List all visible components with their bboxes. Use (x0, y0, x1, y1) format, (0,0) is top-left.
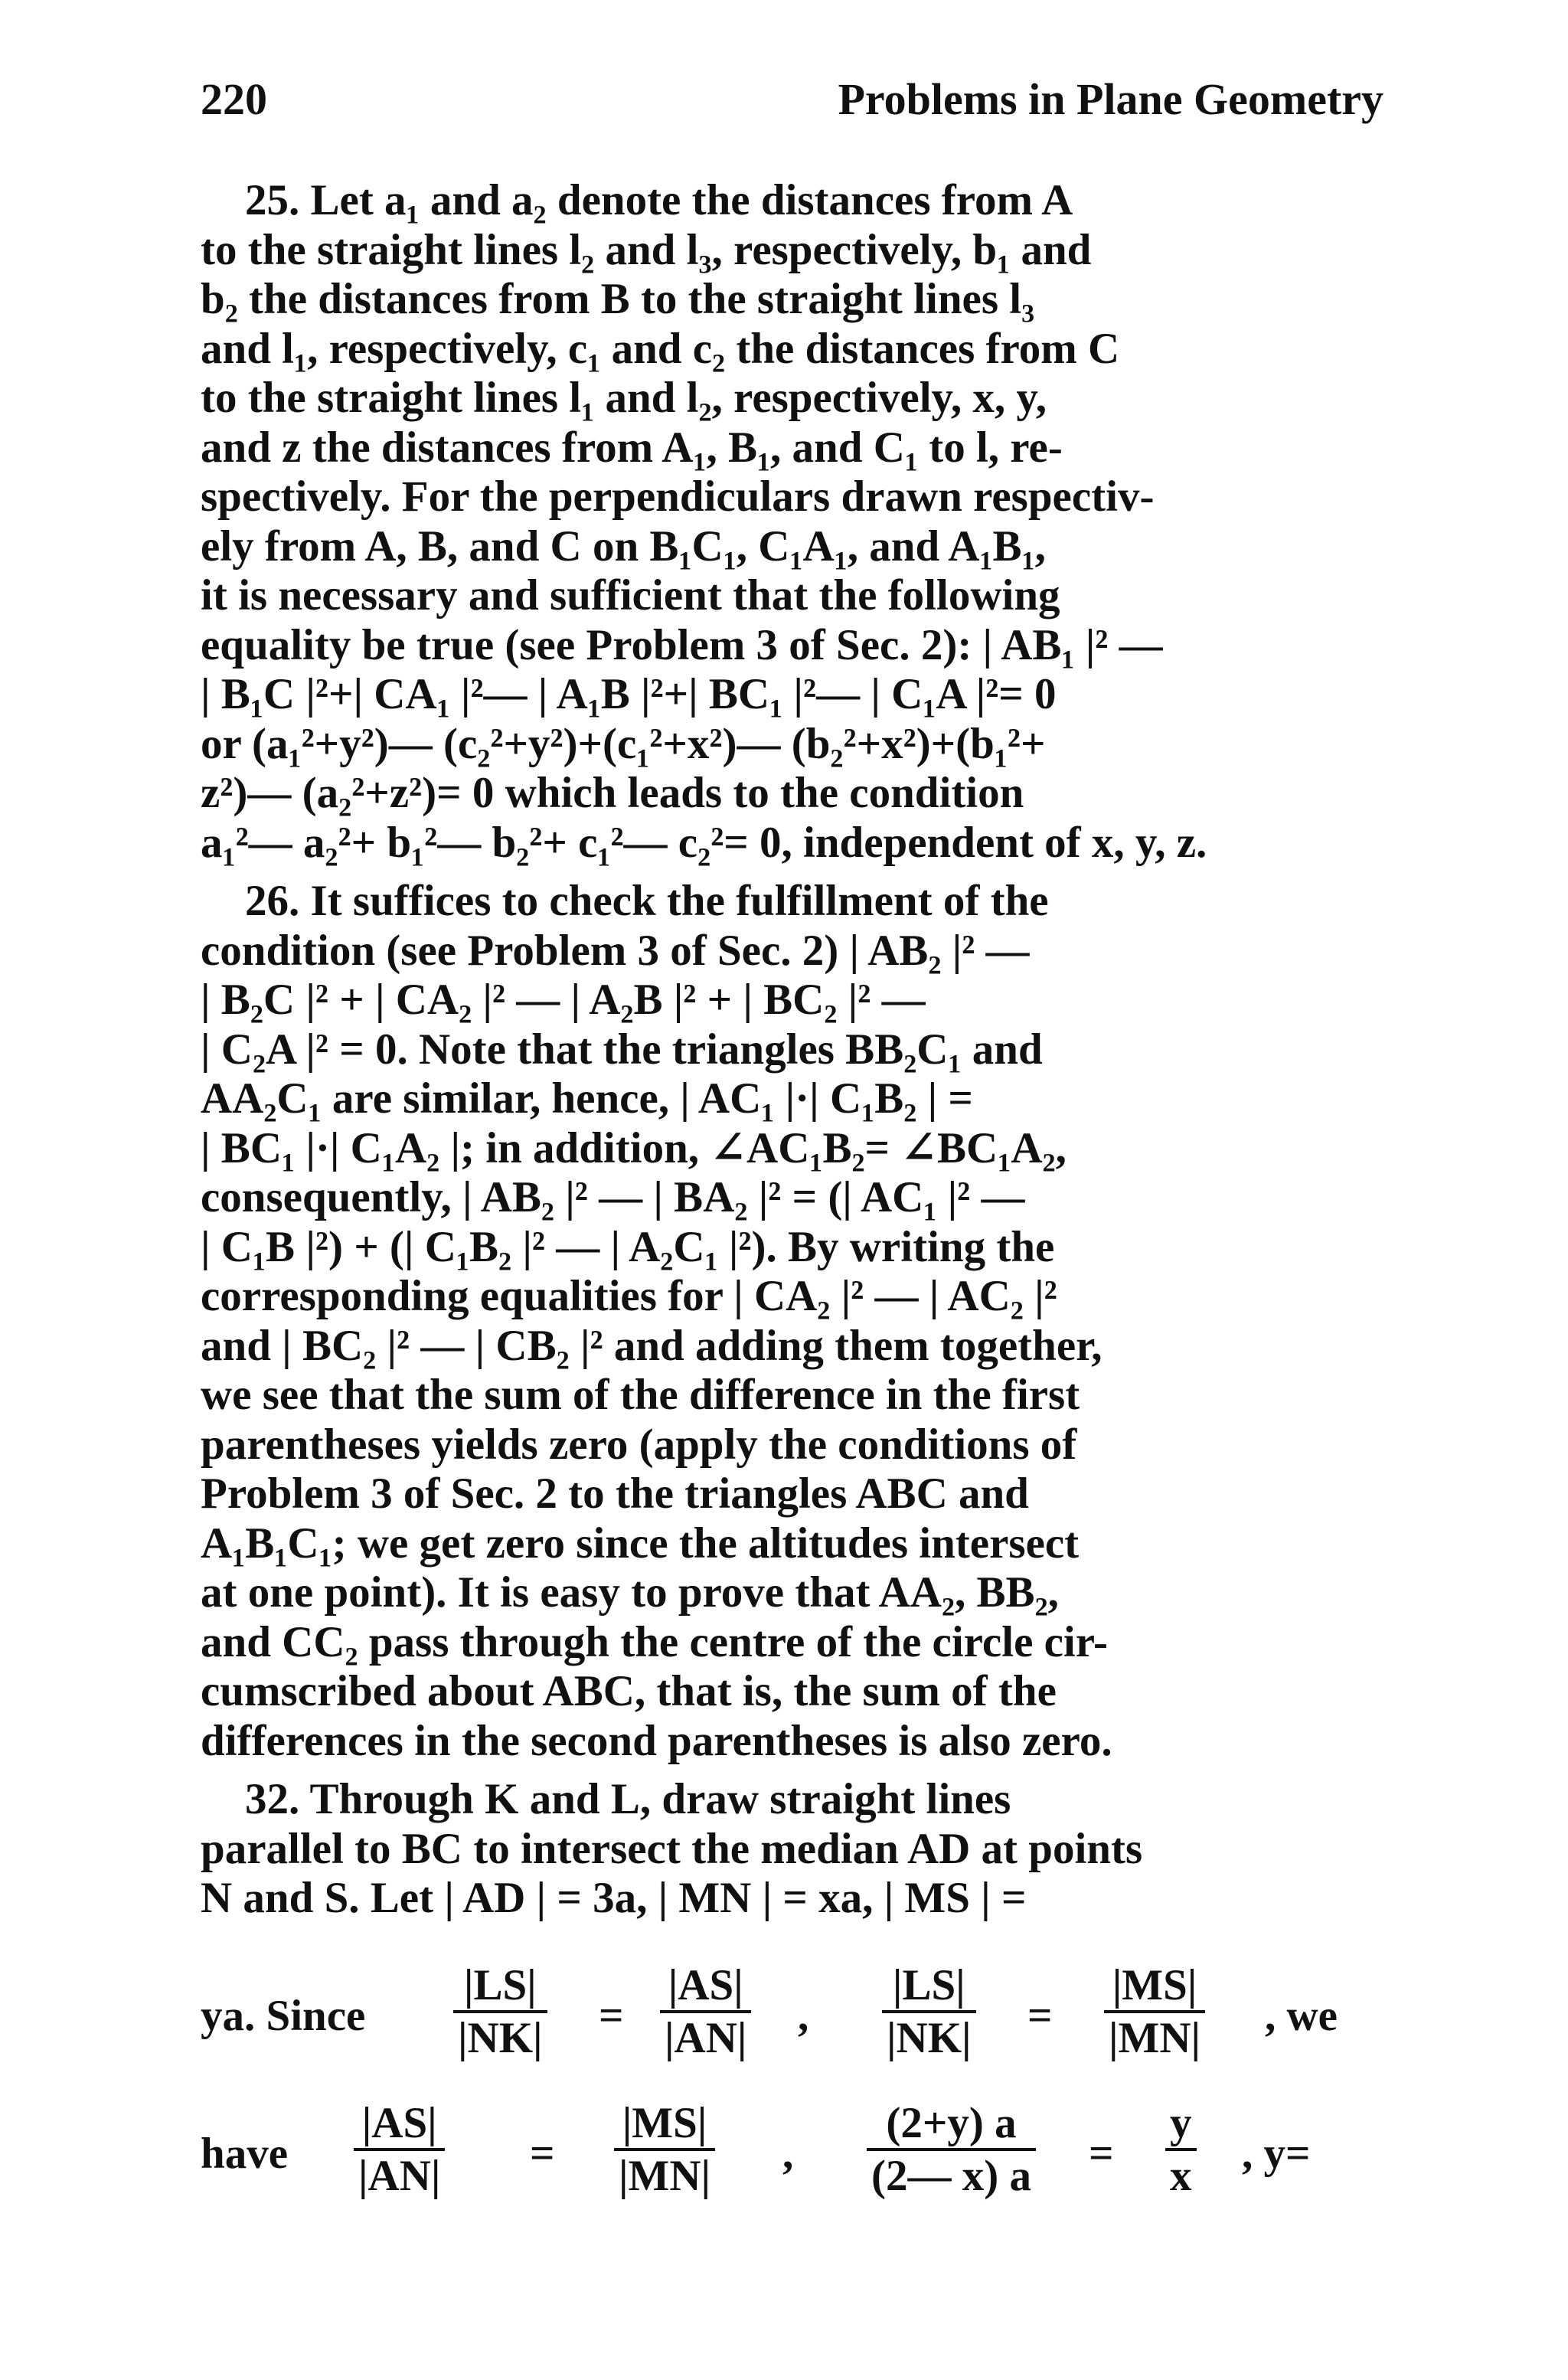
text-line: consequently, | AB₂ |² — | BA₂ |² = (| AC₁ |² — (201, 1173, 1025, 1221)
fraction-numerator: (2+y) a (867, 2098, 1036, 2151)
fraction (1104, 1960, 1205, 2063)
formula-tail-text: , y= (1242, 2130, 1311, 2178)
text-line: N and S. Let | AD | = 3a, | MN | = xa, | MS | = (201, 1874, 1027, 1922)
text-line: | B₁C |²+| CA₁ |²— | A₁B |²+| BC₁ |²— | C₁A |²= 0 (201, 670, 1057, 718)
text-line: | C₁B |²) + (| C₁B₂ |² — | A₂C₁ |²). By writing the (201, 1222, 1055, 1271)
formula-lead-text: ya. Since (201, 1992, 366, 2040)
text-line: ely from A, B, and C on B₁C₁, C₁A₁, and A₁B₁, (201, 521, 1046, 570)
text-line: b₂ the distances from B to the straight lines l₃ (201, 275, 1035, 323)
fraction-numerator: |LS| (453, 1960, 547, 2013)
fraction-equation-since (201, 1960, 1383, 2060)
text-line: | C₂A |² = 0. Note that the triangles BB₂C₁ and (201, 1025, 1043, 1074)
text-line: 32. Through K and L, draw straight lines (245, 1775, 1011, 1823)
text-line: A₁B₁C₁; we get zero since the altitudes intersect (201, 1519, 1080, 1568)
running-title: Problems in Plane Geometry (838, 74, 1383, 124)
fraction-numerator: |MS| (614, 2098, 715, 2151)
fraction-numerator: y (1165, 2098, 1197, 2151)
equals-sign: = (530, 2130, 555, 2178)
fraction (660, 1960, 751, 2063)
text-line: corresponding equalities for | CA₂ |² — | AC₂ |² (201, 1272, 1057, 1320)
page-number: 220 (201, 74, 267, 124)
fraction-denominator: x (1170, 2152, 1192, 2200)
fraction-denominator: |AN| (358, 2152, 441, 2200)
fraction-equation-have (201, 2098, 1383, 2198)
text-line: or (a₁²+y²)— (c₂²+y²)+(c₁²+x²)— (b₂²+x²)+(b₁²+ (201, 719, 1046, 768)
fraction-denominator: |NK| (887, 2014, 972, 2062)
fraction-denominator: (2— x) a (871, 2152, 1031, 2200)
text-line: to the straight lines l₁ and l₂, respectively, x, y, (201, 374, 1047, 422)
comma: , (798, 1992, 809, 2040)
text-line: and CC₂ pass through the centre of the circle cir- (201, 1617, 1108, 1666)
text-line: Problem 3 of Sec. 2 to the triangles ABC and (201, 1470, 1029, 1518)
fraction-numerator: |LS| (882, 1960, 976, 2013)
equals-sign: = (599, 1992, 624, 2040)
text-line: and l₁, respectively, c₁ and c₂ the distances from C (201, 324, 1120, 373)
fraction-denominator: |MN| (1109, 2014, 1201, 2062)
text-body (201, 176, 1383, 1924)
text-line: and | BC₂ |² — | CB₂ |² and adding them together, (201, 1321, 1102, 1370)
text-line: parentheses yields zero (apply the conditions of (201, 1420, 1077, 1469)
fraction (1165, 2098, 1197, 2201)
page-header (201, 74, 1383, 135)
text-line: parallel to BC to intersect the median AD at points (201, 1824, 1143, 1873)
fraction (354, 2098, 445, 2201)
text-line: to the straight lines l₂ and l₃, respectively, b₁ and (201, 225, 1092, 274)
text-line: spectively. For the perpendiculars drawn respectiv- (201, 472, 1155, 521)
formula-lead-text: have (201, 2130, 288, 2178)
text-line: it is necessary and sufficient that the following (201, 571, 1060, 620)
text-line: differences in the second parentheses is also zero. (201, 1716, 1112, 1765)
fraction (867, 2098, 1036, 2201)
text-line: and z the distances from A₁, B₁, and C₁ to l, re- (201, 423, 1063, 472)
text-line: cumscribed about ABC, that is, the sum of the (201, 1667, 1057, 1715)
fraction-denominator: |NK| (458, 2014, 543, 2062)
text-line: at one point). It is easy to prove that AA₂, BB₂, (201, 1568, 1059, 1617)
text-line: 26. It suffices to check the fulfillment of the (245, 877, 1049, 925)
problem-26-solution (201, 877, 1383, 1766)
text-line: a₁²— a₂²+ b₁²— b₂²+ c₁²— c₂²= 0, independent of x, y, z. (201, 818, 1207, 867)
fraction-numerator: |AS| (354, 2098, 445, 2151)
text-line: equality be true (see Problem 3 of Sec. 2): | AB₁ |² — (201, 620, 1163, 669)
fraction (882, 1960, 976, 2063)
fraction (614, 2098, 715, 2201)
fraction-numerator: |MS| (1104, 1960, 1205, 2013)
formula-tail-text: , we (1265, 1992, 1338, 2040)
equals-sign: = (1027, 1992, 1053, 2040)
text-line: z²)— (a₂²+z²)= 0 which leads to the condition (201, 769, 1024, 817)
text-line: condition (see Problem 3 of Sec. 2) | AB₂ |² — (201, 926, 1030, 975)
comma: , (782, 2130, 794, 2178)
fraction-denominator: |AN| (665, 2014, 747, 2062)
text-line: | BC₁ |·| C₁A₂ |; in addition, ∠AC₁B₂= ∠BC₁A₂, (201, 1123, 1067, 1172)
equals-sign: = (1089, 2130, 1114, 2178)
problem-32-solution (201, 1775, 1383, 1924)
fraction-denominator: |MN| (619, 2152, 711, 2200)
fraction (453, 1960, 547, 2063)
problem-25-solution (201, 176, 1383, 868)
fraction-numerator: |AS| (660, 1960, 751, 2013)
text-line: AA₂C₁ are similar, hence, | AC₁ |·| C₁B₂ | = (201, 1074, 973, 1123)
text-line: | B₂C |² + | CA₂ |² — | A₂B |² + | BC₂ |² — (201, 976, 926, 1024)
text-line: we see that the sum of the difference in the first (201, 1371, 1080, 1419)
text-line: 25. Let a₁ and a₂ denote the distances from A (245, 176, 1073, 224)
